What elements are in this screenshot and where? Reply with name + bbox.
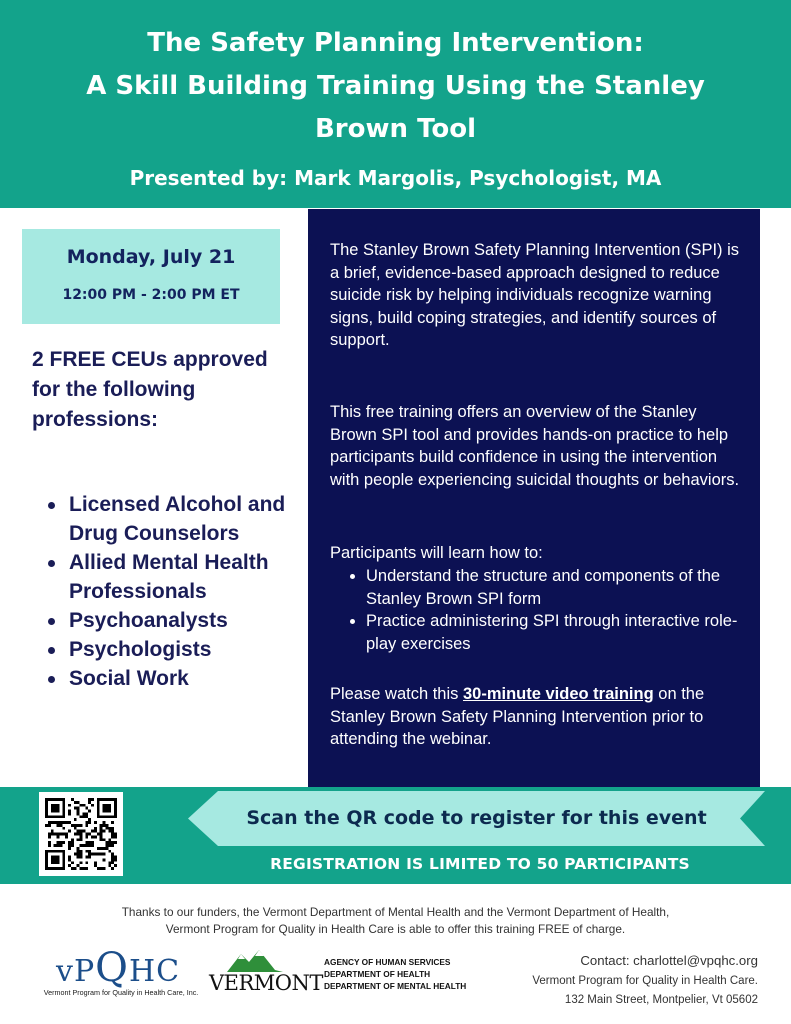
qr-code-icon [45,798,117,870]
contact-block [520,952,758,1009]
page-title [40,22,751,151]
event-date: Monday, July 21 [66,246,236,268]
vpqhc-logo [36,945,201,1000]
ceu-heading: 2 FREE CEUs approved for the following professions: [32,348,268,431]
video-note [330,683,742,751]
presenter-line: Presented by: Mark Margolis, Psychologist, MA [129,166,662,190]
contact-address: 132 Main Street, Montpelier, Vt 05602 [564,994,758,1006]
contact-email[interactable]: Contact: charlottel@vpqhc.org [580,953,758,968]
title-line-1: The Safety Planning Intervention: [147,28,644,58]
vermont-ahs-logo [207,948,467,1000]
learning-objective: Understand the structure and components of the Stanley Brown SPI form [348,565,742,610]
funders-line-1: Thanks to our funders, the Vermont Department of Mental Health and the Vermont Department of Health, [121,905,670,919]
event-time: 12:00 PM - 2:00 PM ET [62,287,240,303]
event-date-box [22,229,280,324]
header-band [0,0,791,208]
vpqhc-tagline: Vermont Program for Quality in Health Care, Inc. [43,988,199,997]
vermont-wordmark: VERMONT [209,971,323,995]
learn-intro: Participants will learn how to: [330,544,543,562]
profession-item: Licensed Alcohol and Drug Counselors [48,490,288,548]
funders-note [60,904,731,938]
profession-item: Allied Mental Health Professionals [48,548,288,606]
video-note-prefix: Please watch this [330,685,463,703]
contact-organization: Vermont Program for Quality in Health Care. [532,975,758,987]
profession-item: Psychologists [48,635,288,664]
vpqhc-wordmark: vPQHC [56,945,181,991]
title-line-2: A Skill Building Training Using the Stanley [86,71,705,101]
professions-list [48,490,288,693]
video-note-suffix: on the Stanley Brown Safety Planning Intervention prior to attending the webinar. [330,685,705,748]
scan-banner [188,791,765,846]
video-training-link[interactable]: 30-minute video training [462,685,654,703]
profession-item: Social Work [48,664,288,693]
agency-names: AGENCY OF HUMAN SERVICES DEPARTMENT OF HEALTH DEPARTMENT OF MENTAL HEALTH [324,957,467,991]
registration-limit: REGISTRATION IS LIMITED TO 50 PARTICIPANTS [270,855,690,873]
scan-instruction: Scan the QR code to register for this event [246,807,707,829]
title-line-3: Brown Tool [314,114,476,144]
description-paragraph-1: The Stanley Brown Safety Planning Intervention (SPI) is a brief, evidence-based approach designed to reduce suicide risk by helping individuals recognize warning signs, build coping strategies, and identify sources of support. [330,241,740,349]
funders-line-2: Vermont Program for Quality in Health Care is able to offer this training FREE of charge. [165,922,626,936]
description-paragraph-2: This free training offers an overview of the Stanley Brown SPI tool and provides hands-on practice to help participants build confidence in using the intervention with people experiencing suicidal thoughts or behaviors. [330,403,740,489]
learning-objective: Practice administering SPI through interactive role-play exercises [348,610,742,655]
profession-item: Psychoanalysts [48,606,288,635]
learning-objectives-list [348,565,742,655]
qr-code[interactable] [39,792,123,876]
description-panel [308,209,760,787]
